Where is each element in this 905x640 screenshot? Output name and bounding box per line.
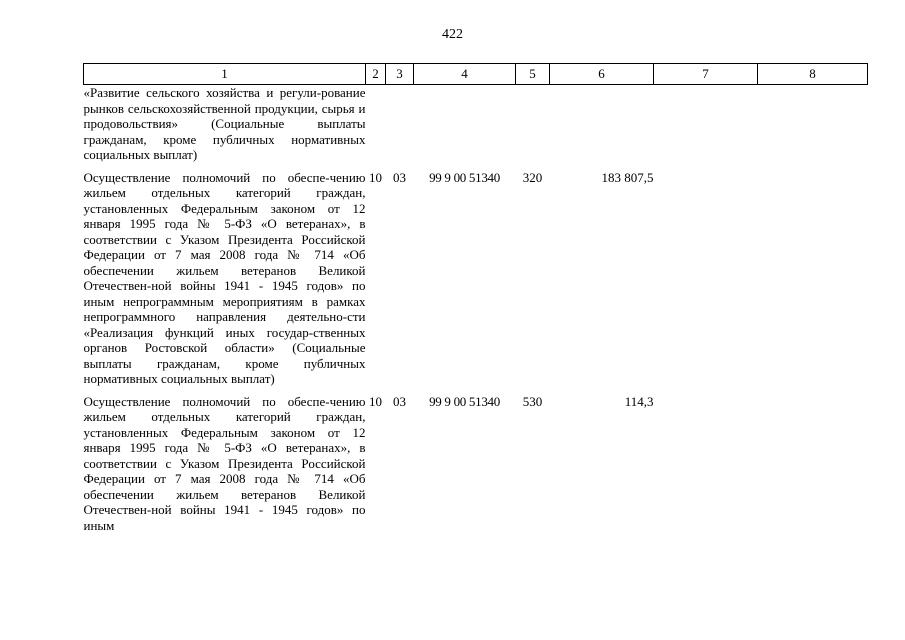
column-header-5: 5 xyxy=(516,64,550,85)
row-description: Осуществление полномочий по обеспе-чению жильем отдельных категорий граждан, установленных Федеральным законом от 12 января 1995 года № 5-ФЗ «О ветеранах», в соответствии с Указом Президента Российской Федерации от 7 мая 2008 года № 714 «Об обеспечении жильем ветеранов Великой Отечествен-ной войны 1941 - 1945 годов» по иным непрограммным мероприятиям в рамках непрограммного направления деятельно-сти «Реализация функций иных государ-ственных органов Ростовской области» (Социальные выплаты гражданам, кроме публичных нормативных социальных выплат) xyxy=(83,169,366,386)
row-expense-type: 530 xyxy=(522,393,543,409)
budget-table xyxy=(83,63,868,533)
row-expense-type: 320 xyxy=(522,169,543,185)
row-expense-type xyxy=(516,85,550,163)
row-section xyxy=(366,85,386,163)
row-section: 10 xyxy=(369,169,382,185)
row-amount xyxy=(550,85,654,163)
column-header-1: 1 xyxy=(84,64,366,85)
row-col7 xyxy=(654,163,758,387)
row-col7 xyxy=(654,387,758,534)
row-col8 xyxy=(758,387,868,534)
row-amount: 183 807,5 xyxy=(601,169,654,185)
table-row xyxy=(84,387,868,534)
row-subsection: 03 xyxy=(393,393,406,409)
column-header-4: 4 xyxy=(414,64,516,85)
column-header-3: 3 xyxy=(386,64,414,85)
row-target-article: 99 9 00 51340 xyxy=(429,169,500,185)
column-header-2: 2 xyxy=(366,64,386,85)
row-amount: 114,3 xyxy=(624,393,654,409)
row-col8 xyxy=(758,163,868,387)
column-header-6: 6 xyxy=(550,64,654,85)
table-row xyxy=(84,85,868,163)
column-header-7: 7 xyxy=(654,64,758,85)
page-number: 422 xyxy=(442,27,463,42)
row-target-article xyxy=(414,85,516,163)
row-subsection xyxy=(386,85,414,163)
row-section: 10 xyxy=(369,393,382,409)
table-header-row xyxy=(84,64,868,85)
row-target-article: 99 9 00 51340 xyxy=(429,393,500,409)
row-col8 xyxy=(758,85,868,163)
row-description: Осуществление полномочий по обеспе-чению жильем отдельных категорий граждан, установленных Федеральным законом от 12 января 1995 года № 5-ФЗ «О ветеранах», в соответствии с Указом Президента Российской Федерации от 7 мая 2008 года № 714 «Об обеспечении жильем ветеранов Великой Отечествен-ной войны 1941 - 1945 годов» по иным xyxy=(83,393,366,533)
table-row xyxy=(84,163,868,387)
column-header-8: 8 xyxy=(758,64,868,85)
row-description: «Развитие сельского хозяйства и регули-рование рынков сельскохозяйственной продукции, сырья и продовольствия» (Социальные выплаты гражданам, кроме публичных нормативных социальных выплат) xyxy=(83,85,366,162)
row-col7 xyxy=(654,85,758,163)
row-subsection: 03 xyxy=(393,169,406,185)
